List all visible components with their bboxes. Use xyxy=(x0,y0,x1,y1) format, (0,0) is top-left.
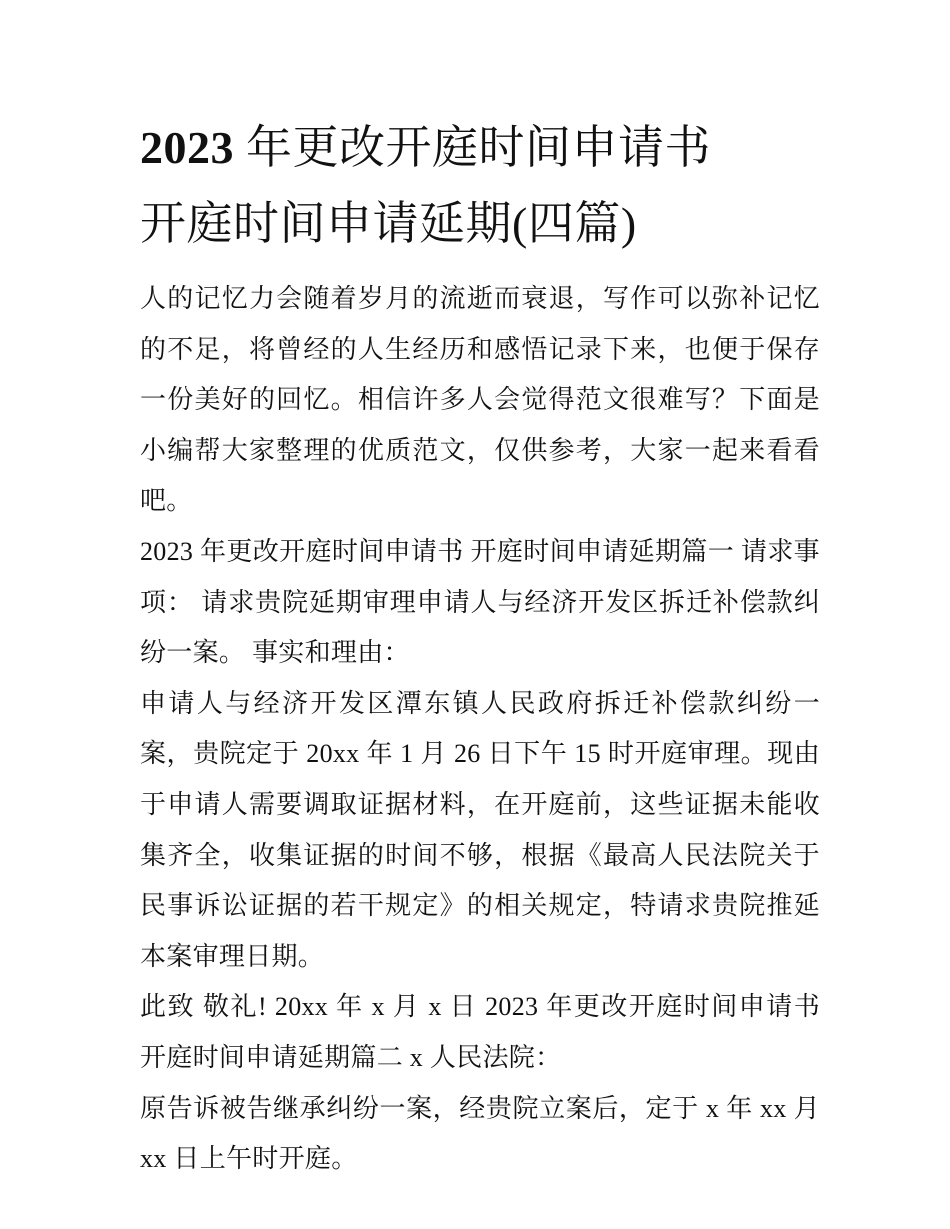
title-year: 2023 xyxy=(140,122,234,173)
paragraph-intro: 人的记忆力会随着岁月的流逝而衰退，写作可以弥补记忆的不足，将曾经的人生经历和感悟记录下来，也便于保存一份美好的回忆。相信许多人会觉得范文很难写？下面是小编帮大家整理的优质范文，仅供参考，大家一起来看看吧。 xyxy=(140,284,820,516)
document-body xyxy=(140,274,820,1185)
paragraph-request-items: 2023 年更改开庭时间申请书 开庭时间申请延期篇一 请求事项： 请求贵院延期审理申请人与经济开发区拆迁补偿款纠纷一案。 事实和理由： xyxy=(140,536,820,668)
paragraph-case-two: 原告诉被告继承纠纷一案，经贵院立案后，定于 x 年 xx 月 xx 日上午时开庭。 xyxy=(140,1093,820,1174)
paragraph-facts: 申请人与经济开发区潭东镇人民政府拆迁补偿款纠纷一案，贵院定于 20xx 年 1 月 26 日下午 15 时开庭审理。现由于申请人需要调取证据材料，在开庭前，这些证据未能收集齐全，收集证据的时间不够，根据《最高人民法院关于民事诉讼证据的若干规定》的相关规定，特请求贵院推延本案审理日期。 xyxy=(140,688,820,971)
title-line-1-text: 年更改开庭时间申请书 xyxy=(234,122,711,173)
document-page xyxy=(140,112,820,1185)
paragraph-closing: 此致 敬礼! 20xx 年 x 月 x 日 2023 年更改开庭时间申请书 开庭时间申请延期篇二 x 人民法院： xyxy=(140,992,820,1072)
document-title-line-1 xyxy=(140,112,820,184)
document-title-line-2: 开庭时间申请延期(四篇) xyxy=(140,198,637,249)
